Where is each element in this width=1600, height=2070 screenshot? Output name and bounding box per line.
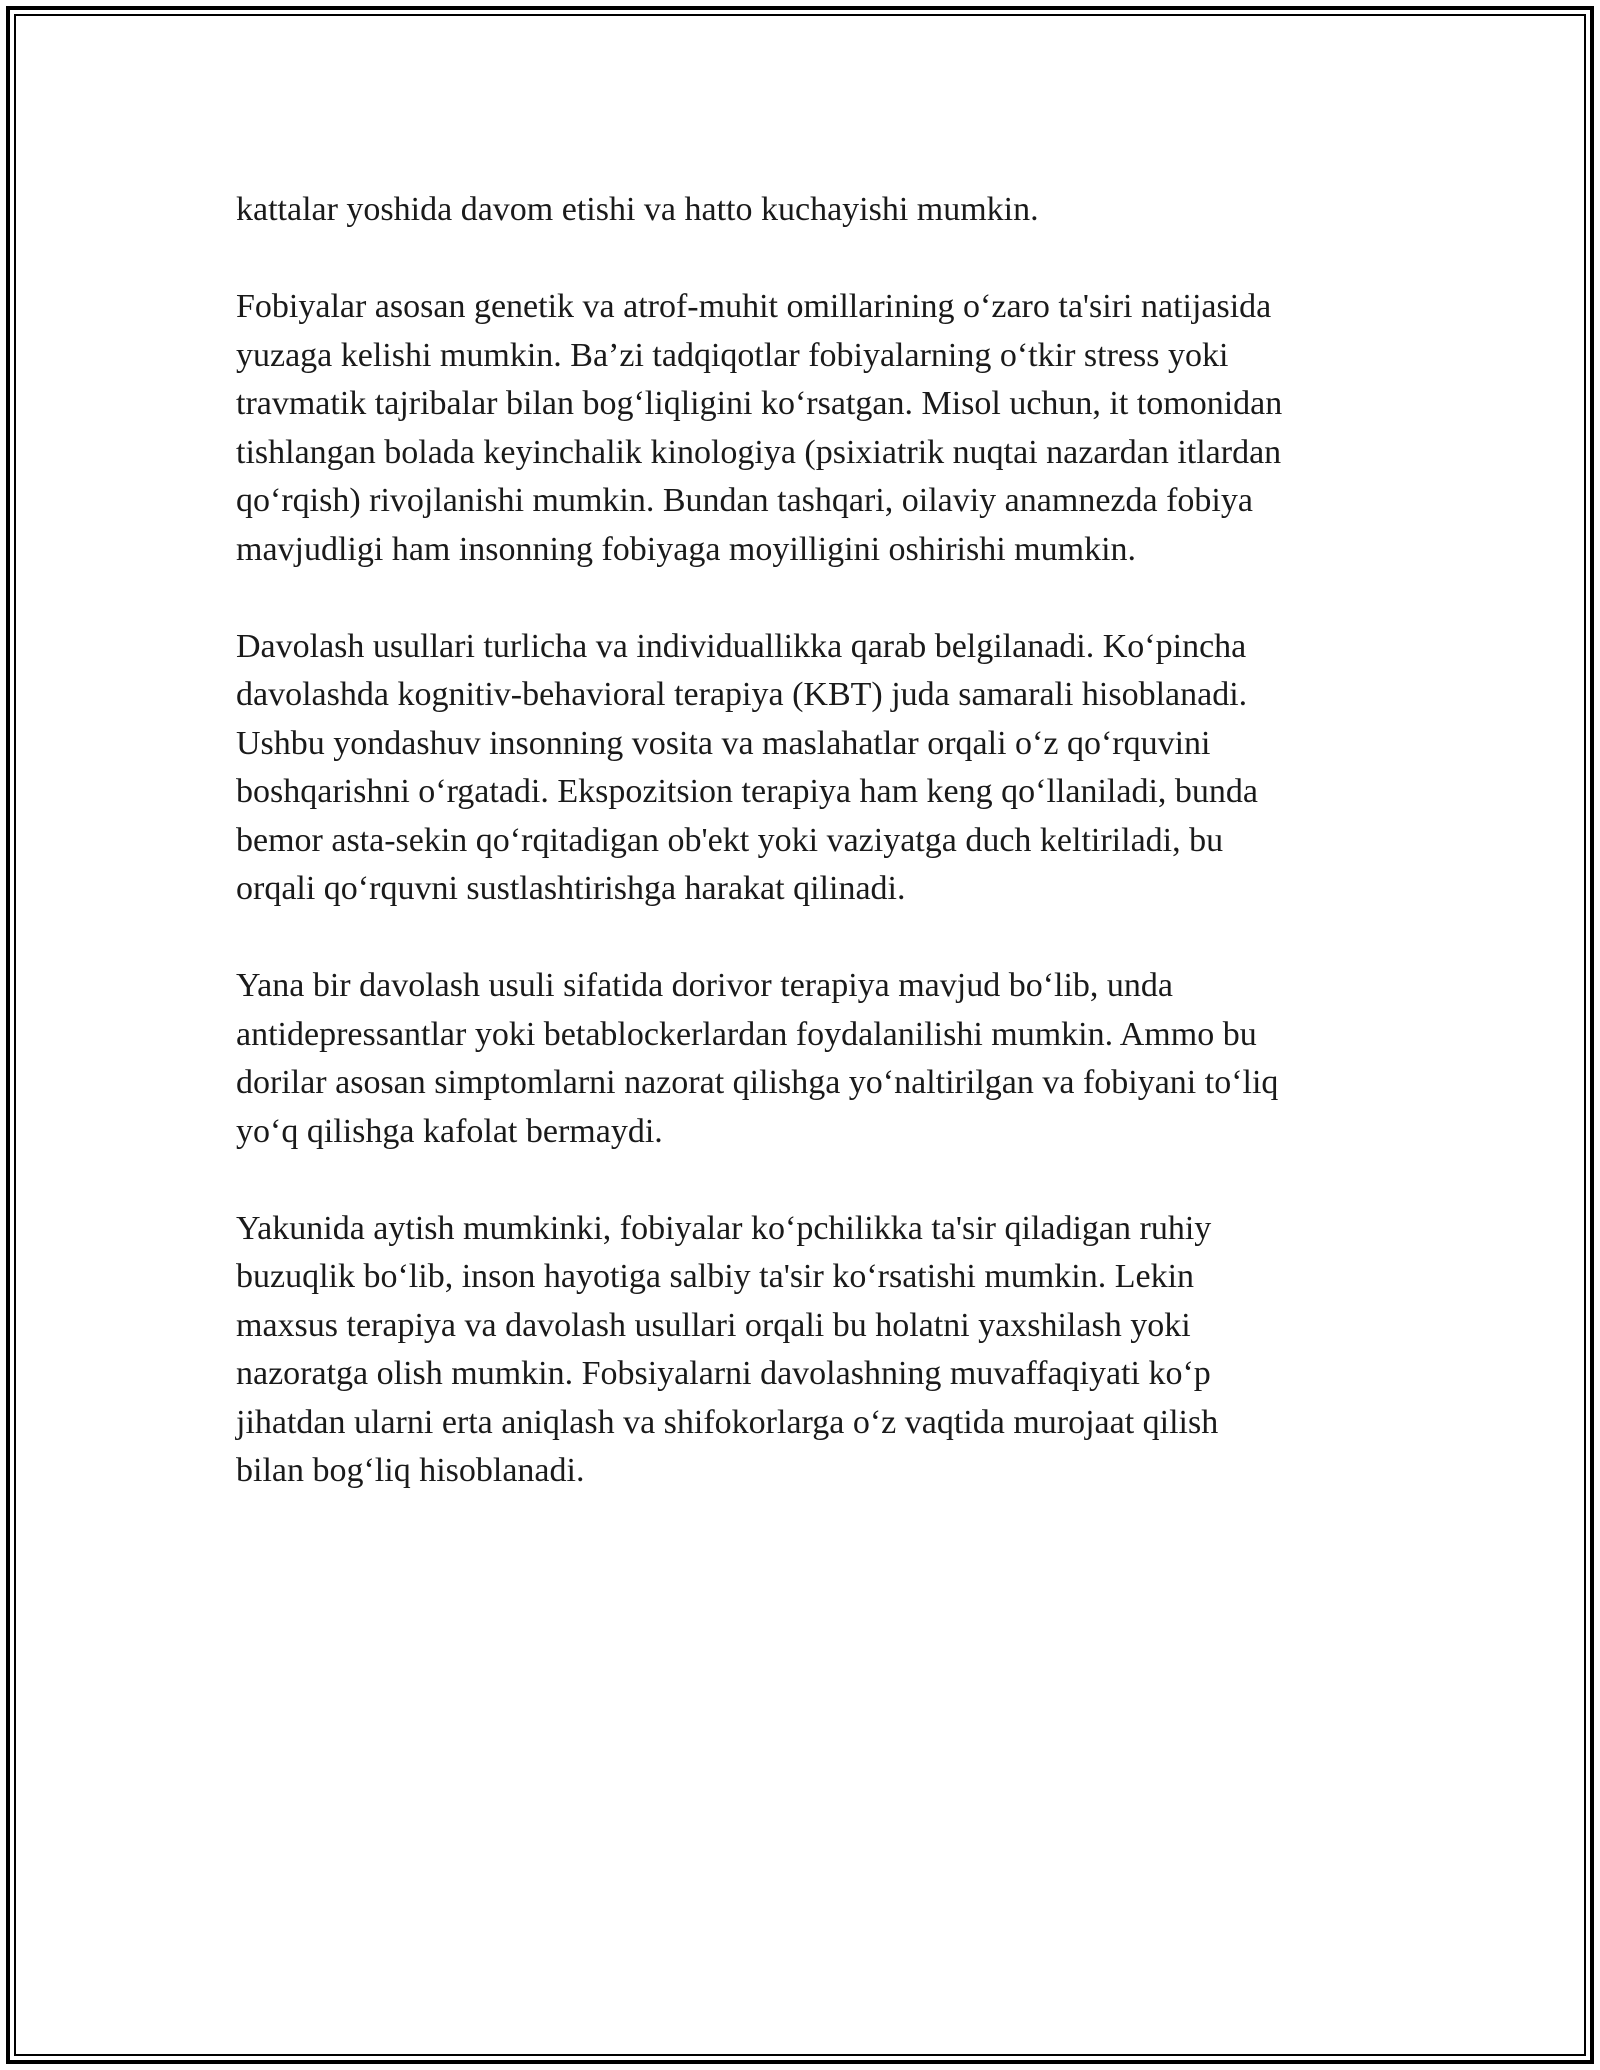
paragraph-2: Fobiyalar asosan genetik va atrof-muhit omillarining o‘zaro ta'siri natijasida yuzaga kelishi mumkin. Ba’zi tadqiqotlar fobiyalarning o‘tkir stress yoki travmatik tajribalar bilan bog‘liqligini ko‘rsatgan. Misol uchun, it tomonidan tishlangan bolada keyinchalik kinologiya (psixiatrik nuqtai nazardan itlardan qo‘rqish) rivojlanishi mumkin. Bundan tashqari, oilaviy anamnezda fobiya mavjudligi ham insonning fobiyaga moyilligini oshirishi mumkin.	[236, 288, 1283, 568]
document-body	[236, 186, 1400, 1544]
paragraph-1: kattalar yoshida davom etishi va hatto kuchayishi mumkin.	[236, 191, 1039, 228]
paragraph-4: Yana bir davolash usuli sifatida dorivor terapiya mavjud bo‘lib, unda antidepressantlar yoki betablockerlardan foydalanilishi mumkin. Ammo bu dorilar asosan simptomlarni nazorat qilishga yo‘naltirilgan va fobiyani to‘liq yo‘q qilishga kafolat bermaydi.	[236, 967, 1279, 1150]
paragraph-3: Davolash usullari turlicha va individuallikka qarab belgilanadi. Ko‘pincha davolashda kognitiv-behavioral terapiya (KBT) juda samarali hisoblanadi. Ushbu yondashuv insonning vosita va maslahatlar orqali o‘z qo‘rquvini boshqarishni o‘rgatadi. Ekspozitsion terapiya ham keng qo‘llaniladi, bunda bemor asta-sekin qo‘rqitadigan ob'ekt yoki vaziyatga duch keltiriladi, bu orqali qo‘rquvni sustlashtirishga harakat qilinadi.	[236, 627, 1258, 907]
paragraph-5: Yakunida aytish mumkinki, fobiyalar ko‘pchilikka ta'sir qiladigan ruhiy buzuqlik bo‘lib, inson hayotiga salbiy ta'sir ko‘rsatishi mumkin. Lekin maxsus terapiya va davolash usullari orqali bu holatni yaxshilash yoki nazoratga olish mumkin. Fobsiyalarni davolashning muvaffaqiyati ko‘p jihatdan ularni erta aniqlash va shifokorlarga o‘z vaqtida murojaat qilish bilan bog‘liq hisoblanadi.	[236, 1209, 1219, 1489]
